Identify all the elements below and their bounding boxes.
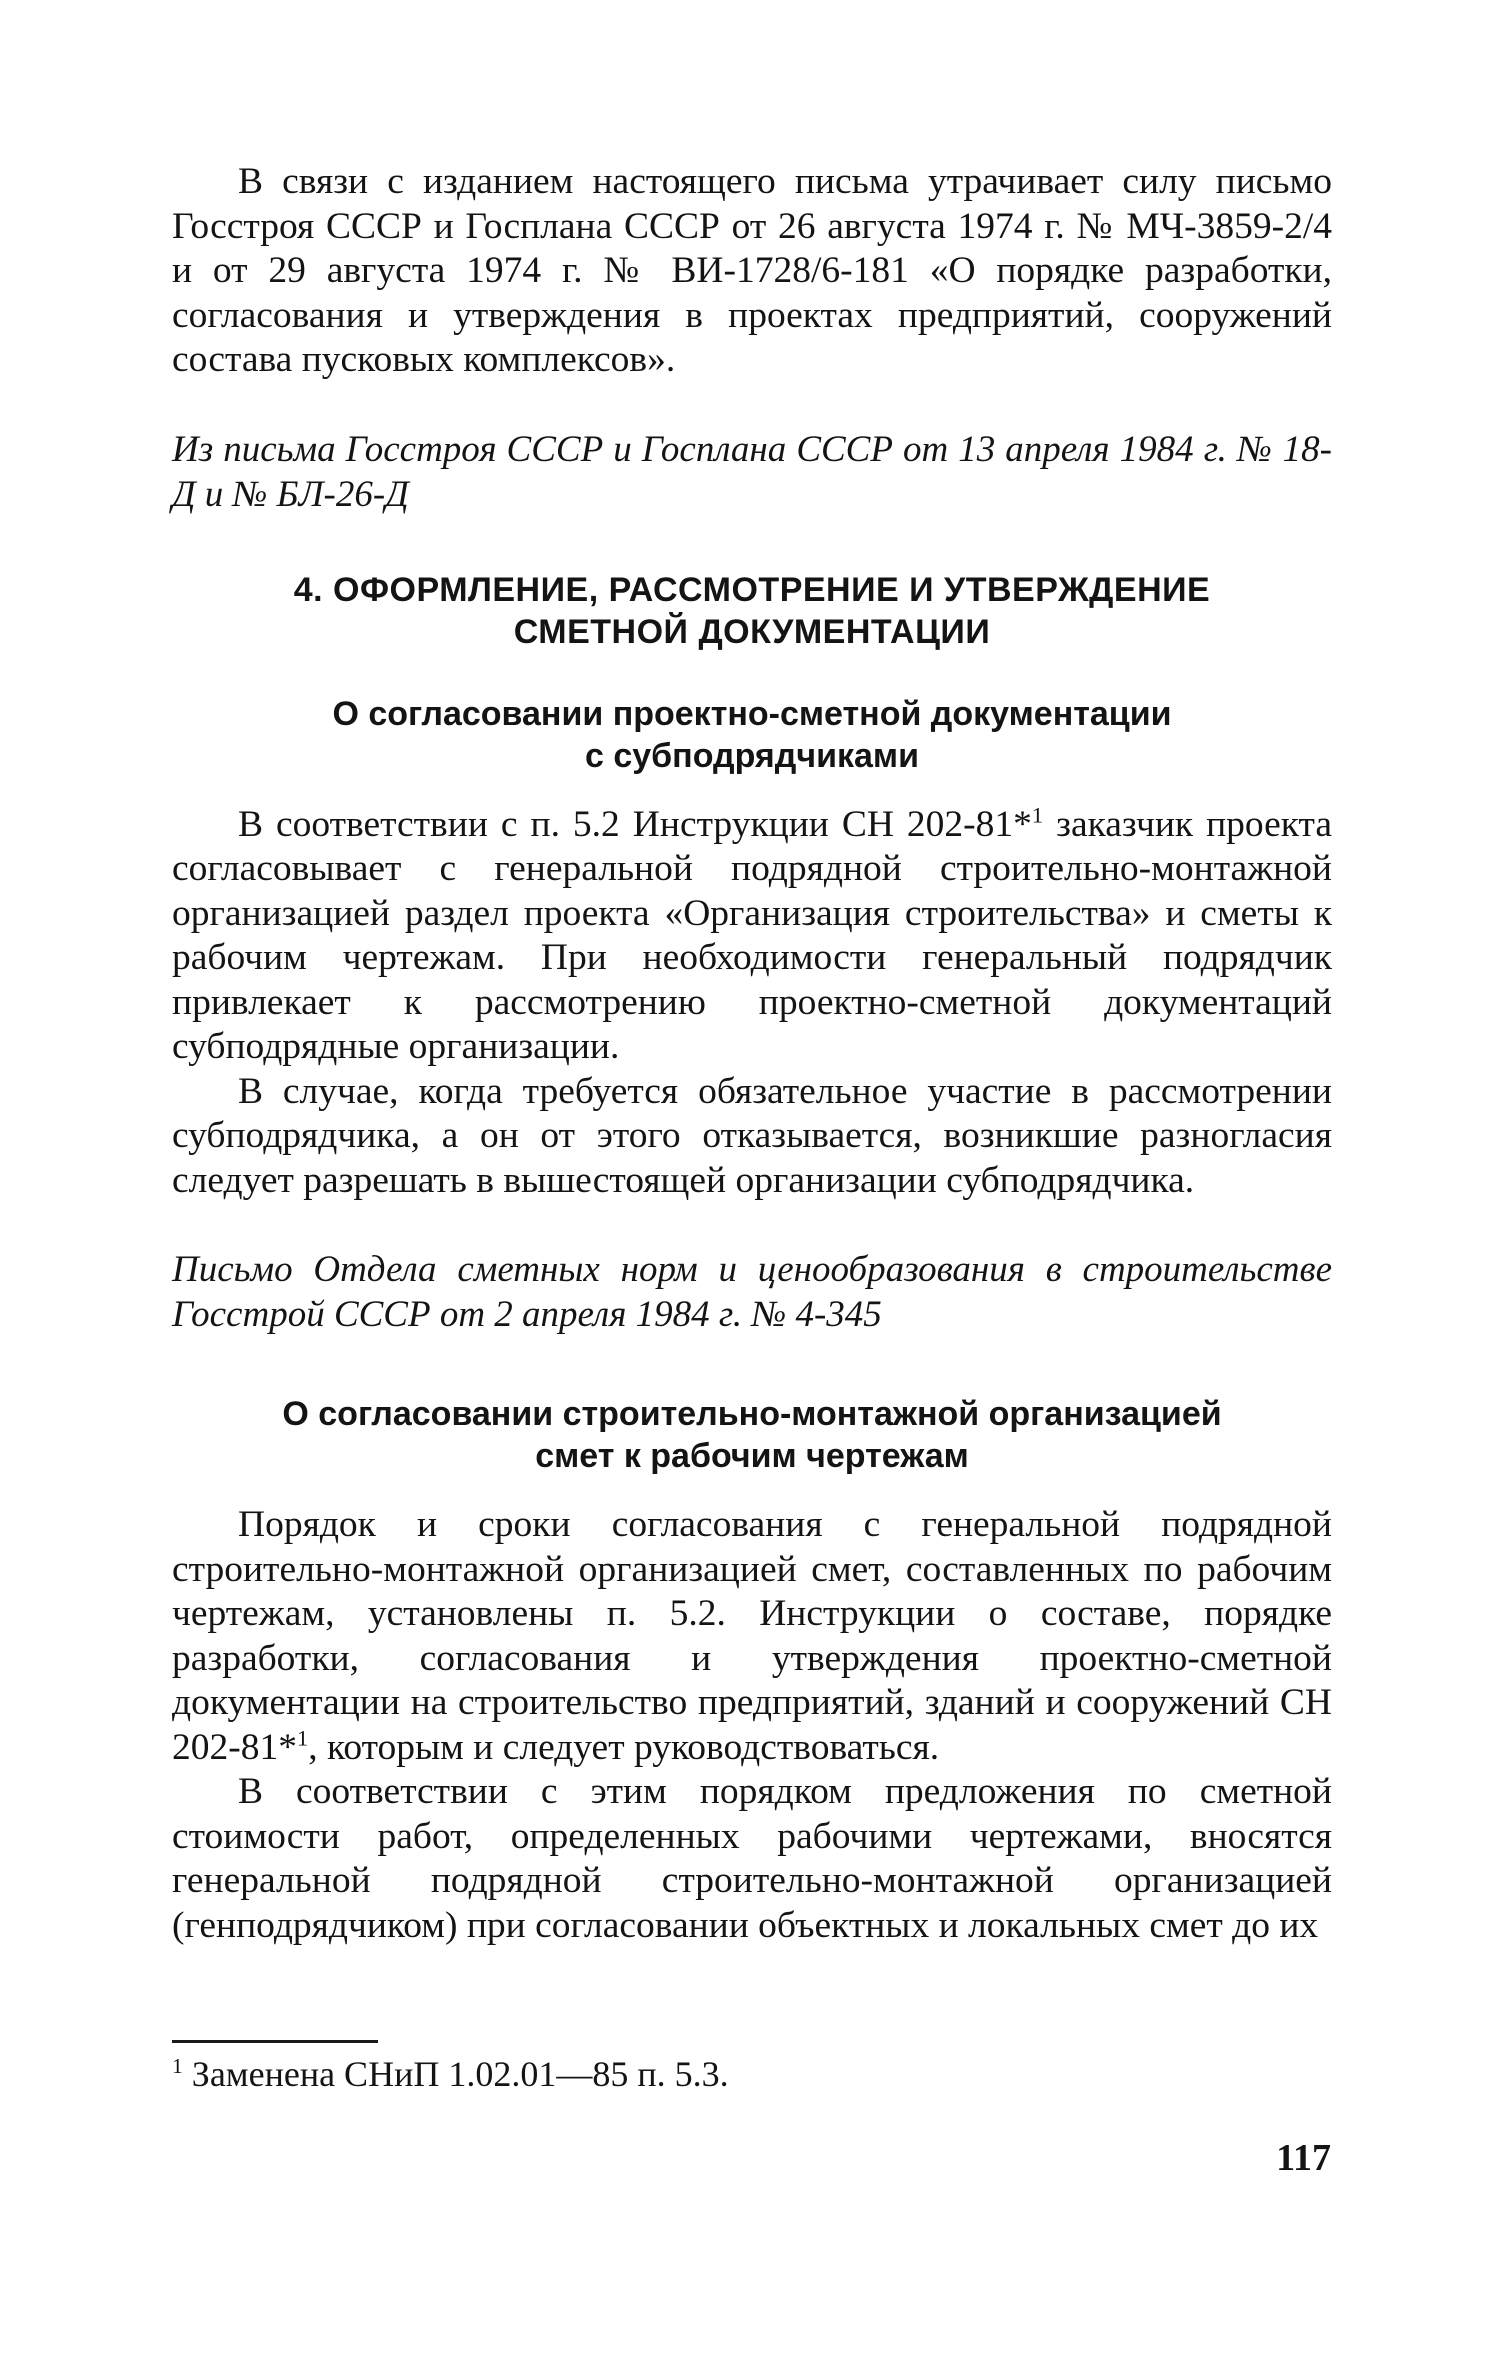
article-1-heading — [172, 693, 1332, 777]
page-number: 117 — [1276, 2137, 1331, 2179]
intro-source-citation: Из письма Госстроя СССР и Госплана СССР от 13 апреля 1984 г. № 18-Д и № БЛ-26-Д — [172, 428, 1332, 515]
article-2-heading-line-2: смет к рабочим чертежам — [535, 1437, 969, 1475]
section-title-line-2: СМЕТНОЙ ДОКУМЕНТАЦИИ — [513, 612, 991, 651]
footnote — [172, 2052, 729, 2096]
article-2-paragraph-2: В соответствии с этим порядком предложения по сметной стоимости работ, определенных рабочими чертежами, вносятся генеральной подрядной строительно-монтажной организацией (генподрядчиком) при согласовании объектных и локальных смет до их — [172, 1771, 1332, 1946]
footnote-divider — [172, 2040, 378, 2043]
intro-paragraph: В связи с изданием настоящего письма утрачивает силу письмо Госстроя СССР и Госплана СССР от 26 августа 1974 г. № МЧ-3859-2/4 и от 29 августа 1974 г. № ВИ-1728/6-181 «О порядке разработки, согласования и утверждения в проектах предприятий, сооружений состава пусковых комплексов». — [172, 161, 1332, 380]
footnote-marker: 1 — [172, 2054, 183, 2078]
article-2-paragraph-1-rest: , которым и следует руководствоваться. — [308, 1726, 940, 1768]
article-1-paragraph-1 — [172, 803, 1332, 1070]
section-title-line-1: 4. ОФОРМЛЕНИЕ, РАССМОТРЕНИЕ И УТВЕРЖДЕНИЕ — [293, 570, 1211, 609]
section-title — [172, 569, 1332, 653]
article-1-paragraph-1-rest: заказчик проекта согласовывает с генеральной подрядной строительно-монтажной организацией раздел проекта «Организация строительства» и сметы к рабочим чертежам. При необходимости генеральный подрядчик привлекает к рассмотрению проектно-сметной документаций субподрядные организации. — [172, 803, 1332, 1067]
page-content — [172, 160, 1332, 1948]
article-1-heading-line-2: с субподрядчиками — [585, 736, 919, 775]
footnote-reference: 1 — [297, 1725, 309, 1750]
article-1-heading-line-1: О согласовании проектно-сметной документации — [332, 694, 1172, 733]
footnote-text: Заменена СНиП 1.02.01—85 п. 5.3. — [182, 2054, 729, 2094]
article-1-source-citation: Письмо Отдела сметных норм и ценообразования в строительстве Госстрой СССР от 2 апреля 1984 г. № 4-345 — [172, 1249, 1332, 1335]
footnote-reference: 1 — [1031, 802, 1044, 827]
article-1-paragraph-2: В случае, когда требуется обязательное участие в рассмотрении субподрядчика, а он от этого отказывается, возникшие разногласия следует разрешать в вышестоящей организации субподрядчика. — [172, 1070, 1332, 1201]
article-2-paragraph-1-start: Порядок и сроки согласования с генеральной подрядной строительно-монтажной организацией смет, составленных по рабочим чертежам, установлены п. 5.2. Инструкции о составе, порядке разработки, согласования и утверждения проектно-сметной документации на строительство предприятий, зданий и сооружений СН 202-81* — [172, 1504, 1332, 1768]
article-2-paragraph-1 — [172, 1503, 1332, 1770]
article-2-heading — [172, 1393, 1332, 1477]
article-1-paragraph-1-start: В соответствии с п. 5.2 Инструкции СН 202-81* — [238, 803, 1032, 845]
article-2-heading-line-1: О согласовании строительно-монтажной организацией — [282, 1395, 1222, 1433]
